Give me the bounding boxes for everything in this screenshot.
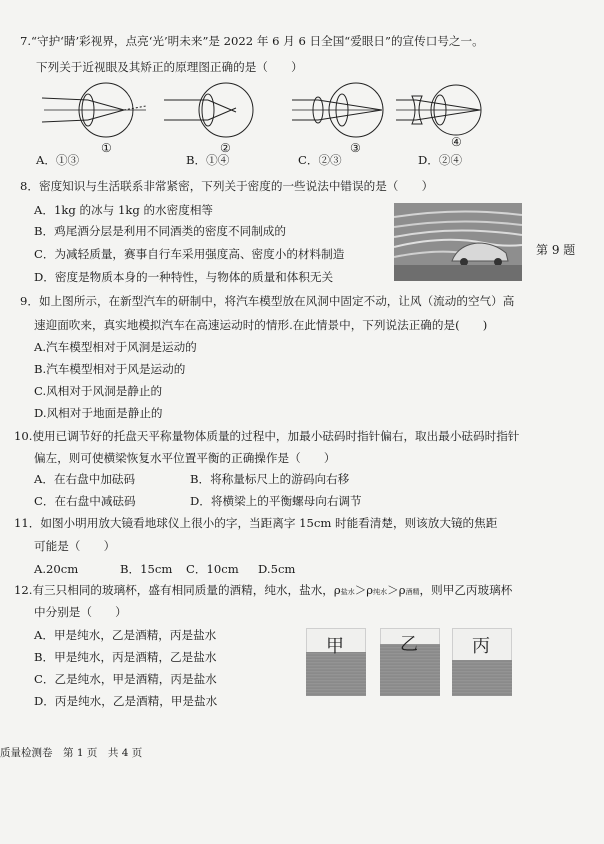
q10-option-b: B．将称量标尺上的游码向右移: [190, 472, 350, 486]
gt-sign-1: ＞ρ: [354, 583, 374, 597]
fig-label-2: ②: [220, 141, 231, 155]
q12-option-d: D．丙是纯水，乙是酒精，甲是盐水: [34, 694, 218, 708]
q12-stem-line1: [14, 585, 512, 597]
q10-stem-line2: 偏左，则可使横梁恢复水平位置平衡的正确操作是（ ）: [34, 451, 336, 465]
eye-diagram-4: [396, 85, 481, 135]
cup-label-bing: 丙: [472, 636, 490, 657]
q12-stem-line2: 中分别是（ ）: [34, 605, 127, 619]
q10-option-c: C．在右盘中减砝码: [34, 494, 136, 508]
q12-option-c: C．乙是纯水，甲是酒精，丙是盐水: [34, 672, 217, 686]
q9-stem-line1: 9．如上图所示，在新型汽车的研制中，将汽车模型放在风洞中固定不动，让风（流动的空气）高: [20, 294, 515, 308]
q7-stem-line2: 下列关于近视眼及其矫正的原理图正确的是（ ）: [36, 60, 303, 74]
q11-option-d: D.5cm: [258, 562, 296, 576]
q11-option-a: A.20cm: [34, 562, 79, 576]
density-sub-salt: 盐水: [340, 588, 355, 596]
q8-option-d: D．密度是物质本身的一种特性，与物体的质量和体积无关: [34, 270, 334, 284]
q12-option-a: A．甲是纯水，乙是酒精，丙是盐水: [34, 628, 217, 642]
q10-option-a: A．在右盘中加砝码: [34, 472, 136, 486]
q9-option-d: D.风相对于地面是静止的: [34, 406, 163, 420]
q10-stem-line1: 10.使用已调节好的托盘天平称量物体质量的过程中，加最小砝码时指针偏右，取出最小砝码时指针: [14, 429, 520, 443]
fig-label-1: ①: [101, 141, 112, 155]
q12-stem-part-b: ，则甲乙丙玻璃杯: [419, 583, 513, 597]
q11-option-b: B．15cm: [120, 562, 173, 576]
q10-option-d: D．将横梁上的平衡螺母向右调节: [190, 494, 362, 508]
density-sub-water: 纯水: [373, 588, 388, 596]
page-footer: 质量检测卷 第 1 页 共 4 页: [0, 747, 143, 759]
q7-option-c: C．②③: [298, 153, 342, 167]
cup-label-yi: 乙: [400, 634, 418, 655]
gt-sign-2: ＞ρ: [387, 583, 406, 597]
q12-stem-part-a: 12.有三只相同的玻璃杯，盛有相同质量的酒精，纯水，盐水，ρ: [14, 583, 341, 597]
q12-option-b: B．甲是纯水，丙是酒精，乙是盐水: [34, 650, 217, 664]
density-sub-alcohol: 酒精: [405, 588, 420, 596]
q8-option-b: B．鸡尾酒分层是利用不同酒类的密度不同制成的: [34, 224, 286, 238]
q7-option-b: B．①④: [186, 153, 230, 167]
eye-diagram-1: [42, 83, 146, 137]
q8-option-c: C．为减轻质量，赛事自行车采用强度高、密度小的材料制造: [34, 247, 345, 261]
q9-option-c: C.风相对于风洞是静止的: [34, 384, 163, 398]
q7-option-a: A．①③: [36, 153, 80, 167]
eye-diagram-2: [164, 83, 253, 137]
wind-tunnel-photo: [394, 203, 522, 281]
q11-stem-line2: 可能是（ ）: [34, 539, 116, 553]
q11-option-c: C．10cm: [186, 562, 239, 576]
q9-stem-line2: 速迎面吹来，真实地模拟汽车在高速运动时的情形.在此情景中，下列说法正确的是( ): [34, 318, 488, 332]
cup-label-jia: 甲: [326, 636, 344, 657]
q8-option-a: A．1kg 的冰与 1kg 的水密度相等: [34, 203, 214, 217]
fig-label-3: ③: [350, 141, 361, 155]
q7-option-d: D．②④: [418, 153, 463, 167]
q11-stem-line1: 11．如图小明用放大镜看地球仪上很小的字，当距离字 15cm 时能看清楚，则该放大镜的焦距: [14, 516, 498, 530]
eye-diagram-3: [292, 83, 383, 137]
glass-cup-jia: [306, 628, 366, 696]
glass-cup-bing: [452, 628, 512, 696]
figure-caption-q9: 第 9 题: [536, 243, 576, 257]
glass-cup-yi: [380, 628, 440, 696]
q7-stem-line1: 7.“守护‘睛’彩视界，点亮‘光’明未来”是 2022 年 6 月 6 日全国“爱眼日”的宣传口号之一。: [20, 34, 484, 48]
q8-stem: 8．密度知识与生活联系非常紧密，下列关于密度的一些说法中错误的是（ ）: [20, 179, 434, 193]
fig-label-4: ④: [451, 135, 462, 149]
q9-option-b: B.汽车模型相对于风是运动的: [34, 362, 186, 376]
q9-option-a: A.汽车模型相对于风洞是运动的: [34, 340, 197, 354]
eye-diagrams: [36, 80, 486, 150]
